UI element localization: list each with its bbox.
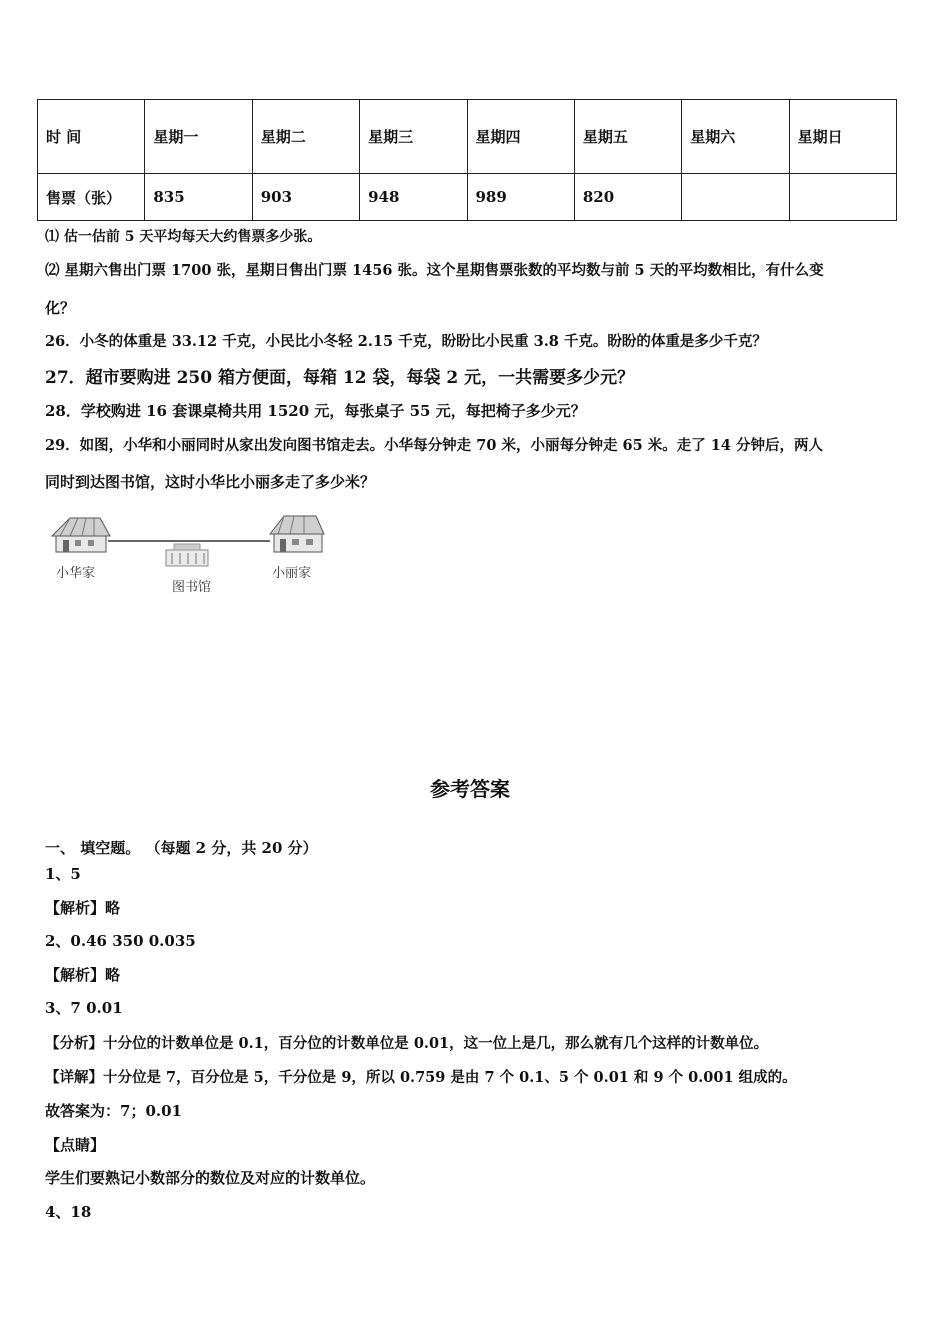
- library-icon: [166, 544, 208, 566]
- answer-3-analysis: 【分析】十分位的计数单位是 0.1，百分位的计数单位是 0.01，这一位上是几，那么就有几个这样的计数单位。: [45, 1035, 769, 1052]
- question-27: 27．超市要购进 250 箱方便面，每箱 12 袋，每袋 2 元，一共需要多少元？: [45, 368, 635, 388]
- house-icon: [52, 518, 110, 552]
- question-26: 26．小冬的体重是 33.12 千克，小民比小冬轻 2.15 千克，盼盼比小民重 3.8 千克。盼盼的体重是多少千克？: [45, 333, 767, 350]
- answer-4: 4、18: [45, 1203, 92, 1221]
- route-diagram: [48, 506, 338, 598]
- question-25-1: ⑴ 估一估前 5 天平均每天大约售票多少张。: [45, 229, 322, 245]
- answer-1: 1、5: [45, 865, 81, 883]
- row-cell: 948: [360, 174, 467, 221]
- house-icon: [270, 516, 324, 552]
- header-cell: 星期六: [682, 100, 789, 174]
- right-home-label: 小丽家: [272, 566, 312, 581]
- row-cell: 835: [145, 174, 252, 221]
- row-cell: 售票（张）: [38, 174, 145, 221]
- section-heading: 一、 填空题。 （每题 2 分，共 20 分）: [45, 839, 318, 857]
- header-cell: 星期五: [574, 100, 681, 174]
- row-cell: 989: [467, 174, 574, 221]
- answer-3-tip: 学生们要熟记小数部分的数位及对应的计数单位。: [45, 1169, 376, 1187]
- question-25-2-continued: 化？: [45, 299, 76, 317]
- answer-3-detail: 【详解】十分位是 7，百分位是 5，千分位是 9，所以 0.759 是由 7 个 0.1、5 个 0.01 和 9 个 0.001 组成的。: [45, 1069, 797, 1086]
- answer-2: 2、0.46 350 0.035: [45, 932, 196, 950]
- row-cell: [789, 174, 896, 221]
- answer-2-note: 【解析】略: [45, 966, 121, 984]
- answers-title: 参考答案: [430, 777, 510, 801]
- table-header-row: [38, 100, 897, 174]
- question-29-continued: 同时到达图书馆，这时小华比小丽多走了多少米？: [45, 473, 376, 491]
- answer-3: 3、7 0.01: [45, 999, 123, 1017]
- header-cell: 时 间: [38, 100, 145, 174]
- row-cell: [682, 174, 789, 221]
- left-home-label: 小华家: [56, 566, 96, 581]
- library-label: 图书馆: [172, 580, 212, 595]
- row-cell: 903: [252, 174, 359, 221]
- ticket-sales-table: [37, 99, 897, 221]
- answer-3-result: 故答案为：7；0.01: [45, 1102, 182, 1120]
- row-cell: 820: [574, 174, 681, 221]
- header-cell: 星期三: [360, 100, 467, 174]
- question-28: 28．学校购进 16 套课桌椅共用 1520 元，每张桌子 55 元，每把椅子多少元？: [45, 402, 586, 420]
- question-29: 29．如图，小华和小丽同时从家出发向图书馆走去。小华每分钟走 70 米，小丽每分钟走 65 米。走了 14 分钟后，两人: [45, 437, 823, 454]
- answer-3-tip-label: 【点睛】: [45, 1136, 106, 1154]
- question-25-2: ⑵ 星期六售出门票 1700 张，星期日售出门票 1456 张。这个星期售票张数的平均数与前 5 天的平均数相比，有什么变: [45, 262, 824, 279]
- header-cell: 星期一: [145, 100, 252, 174]
- header-cell: 星期日: [789, 100, 896, 174]
- header-cell: 星期二: [252, 100, 359, 174]
- table-row: [38, 174, 897, 221]
- header-cell: 星期四: [467, 100, 574, 174]
- answer-1-note: 【解析】略: [45, 899, 121, 917]
